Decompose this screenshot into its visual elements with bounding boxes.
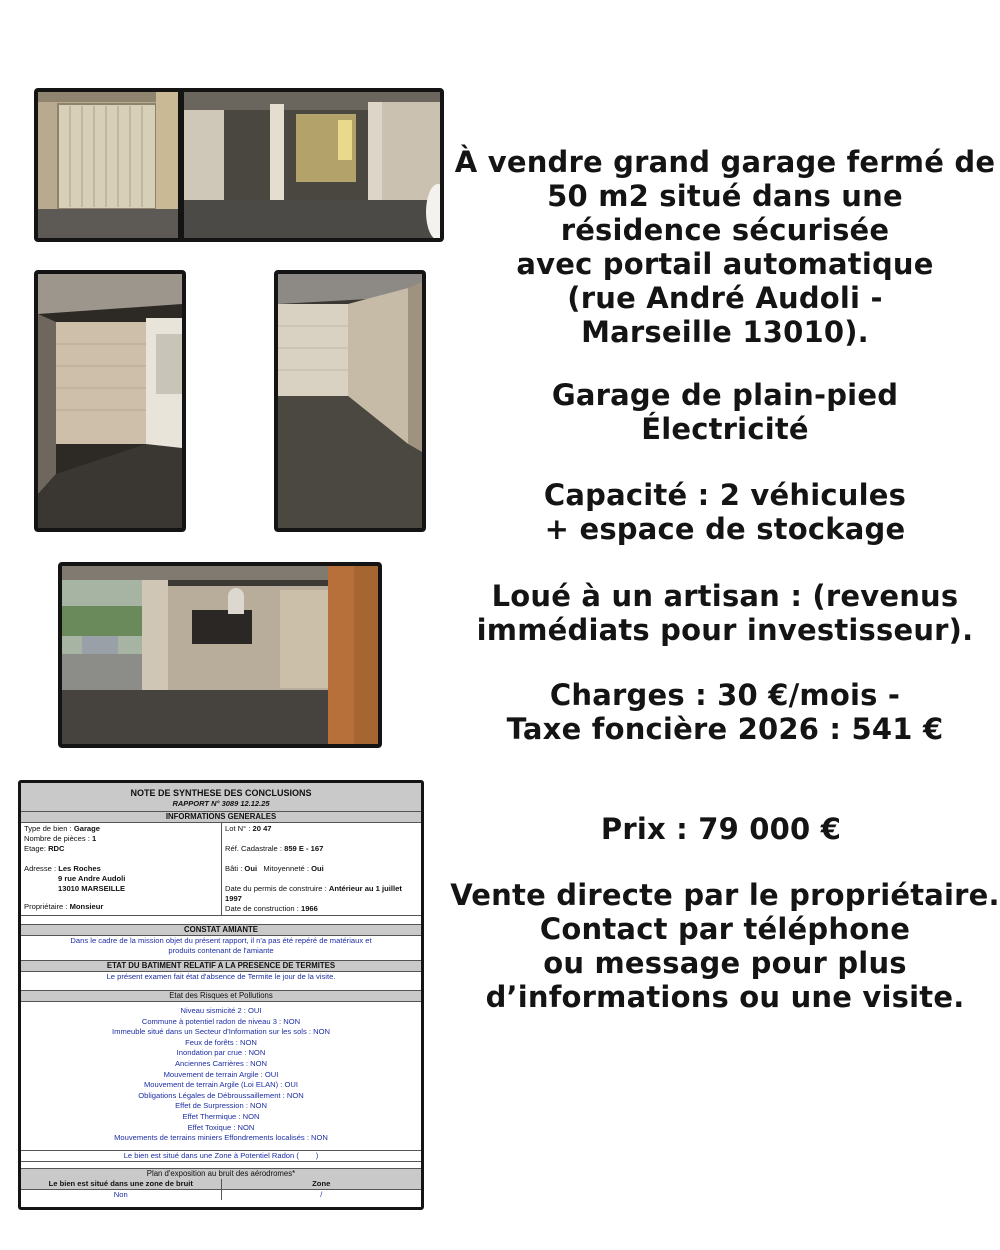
charges-line: Charges : 30 €/mois - [549, 678, 901, 712]
risk-item: Commune à potentiel radon de niveau 3 : NON [141, 1016, 301, 1026]
termites-header: ETAT DU BATIMENT RELATIF A LA PRESENCE DE TERMITES [21, 960, 421, 972]
headline-line: Marseille 13010). [581, 315, 869, 349]
info-row: Nombre de pièces : 1 [24, 834, 97, 843]
info-row: Propriétaire : Monsieur [24, 902, 104, 911]
info-row: Date du permis de construire : Antérieur au 1 juillet [225, 884, 402, 893]
ad-headline [450, 145, 1000, 349]
risques-header: Etat des Risques et Pollutions [21, 990, 421, 1002]
risk-item: Feux de forêts : NON [185, 1037, 257, 1047]
garage-door-photo [34, 88, 444, 242]
bruit-col-label: Zone [221, 1179, 422, 1189]
info-row: Date de construction : 1966 [225, 904, 318, 913]
headline-line: (rue André Audoli - [567, 281, 883, 315]
termites-text: Le présent examen fait état d'absence de Termite le jour de la visite. [106, 972, 336, 981]
info-row [225, 854, 418, 864]
info-row: 1997 [225, 894, 242, 903]
info-row: 13010 MARSEILLE [58, 884, 126, 893]
contact-line: d’informations ou une visite. [485, 980, 965, 1014]
diagnostic-report [18, 780, 424, 1210]
info-row [24, 854, 218, 864]
info-row: Réf. Cadastrale : 859 E - 167 [225, 844, 324, 853]
info-row: Bâti : Oui Mitoyenneté : Oui [225, 864, 324, 873]
info-row [225, 834, 418, 844]
risk-item: Anciennes Carrières : NON [174, 1058, 267, 1068]
ad-rental [450, 579, 1000, 647]
risk-item: Niveau sismicité 2 : OUI [180, 1006, 262, 1015]
feature-line: Garage de plain-pied [551, 378, 899, 412]
risques-list [21, 1002, 421, 1150]
info-row: Lot N° : 20 47 [225, 824, 272, 833]
risk-item: Mouvements de terrains miniers Effondrements localisés : NON [114, 1133, 328, 1143]
price-line: Prix : 79 000 € [600, 812, 842, 846]
capacity-line: + espace de stockage [544, 512, 906, 546]
bruit-columns [21, 1179, 421, 1190]
headline-line: avec portail automatique [516, 247, 934, 281]
bruit-value: Non [113, 1189, 128, 1199]
ad-price [450, 812, 1000, 846]
amiante-text: Dans le cadre de la mission objet du présent rapport, il n'a pas été repéré de matériaux et produits contenant de l'amiante [70, 936, 372, 955]
ad-capacity [450, 478, 1000, 546]
bruit-header: Plan d'exposition au bruit des aérodromes* [21, 1168, 421, 1179]
risk-item: Effet Thermique : NON [182, 1111, 260, 1121]
garage-interior-photo-2 [274, 270, 426, 532]
garage-interior-photo-1 [34, 270, 186, 532]
info-header: INFORMATIONS GENERALES [21, 811, 421, 823]
report-title: NOTE DE SYNTHESE DES CONCLUSIONS [21, 783, 421, 799]
contact-line: ou message pour plus [543, 946, 907, 980]
risk-item: Mouvement de terrain Argile (Loi ELAN) : OUI [143, 1080, 299, 1090]
info-right [221, 823, 421, 915]
ad-contact [450, 878, 1000, 1014]
bruit-col-label: Le bien est situé dans une zone de bruit [48, 1178, 193, 1188]
rental-line: Loué à un artisan : (revenus [491, 579, 959, 613]
info-grid [21, 823, 421, 916]
info-row [225, 874, 418, 884]
feature-line: Électricité [641, 412, 809, 446]
garage-interior-photo-3 [58, 562, 382, 748]
ad-features [450, 378, 1000, 446]
report-number: RAPPORT N° 3089 12.12.25 [21, 799, 421, 811]
headline-line: À vendre grand garage fermé de [454, 145, 996, 179]
ad-charges [450, 678, 1000, 746]
info-row: Type de bien : Garage [24, 824, 100, 833]
info-left [21, 823, 221, 915]
headline-line: 50 m2 situé dans une [547, 179, 903, 213]
info-row: Adresse : Les Roches [24, 864, 101, 873]
risk-item: Immeuble situé dans un Secteur d'Information sur les sols : NON [112, 1027, 330, 1037]
risk-item: Effet Toxique : NON [187, 1122, 255, 1132]
charges-line: Taxe foncière 2026 : 541 € [506, 712, 944, 746]
bruit-values [21, 1190, 421, 1200]
info-row: 9 rue Andre Audoli [58, 874, 126, 883]
headline-line: résidence sécurisée [560, 213, 890, 247]
radon-text: Le bien est situé dans une Zone à Potentiel Radon ( ) [21, 1150, 421, 1162]
risk-item: Obligations Légales de Débroussaillement : NON [138, 1090, 304, 1100]
rental-line: immédiats pour investisseur). [476, 613, 974, 647]
capacity-line: Capacité : 2 véhicules [543, 478, 907, 512]
risk-item: Mouvement de terrain Argile : OUI [163, 1069, 279, 1079]
amiante-header: CONSTAT AMIANTE [21, 924, 421, 936]
risk-item: Effet de Surpression : NON [175, 1101, 267, 1111]
risk-item: Inondation par crue : NON [176, 1048, 266, 1058]
contact-line: Vente directe par le propriétaire. [450, 878, 1000, 912]
contact-line: Contact par téléphone [539, 912, 911, 946]
bruit-value: / [221, 1190, 422, 1200]
info-row: Etage: RDC [24, 844, 65, 853]
